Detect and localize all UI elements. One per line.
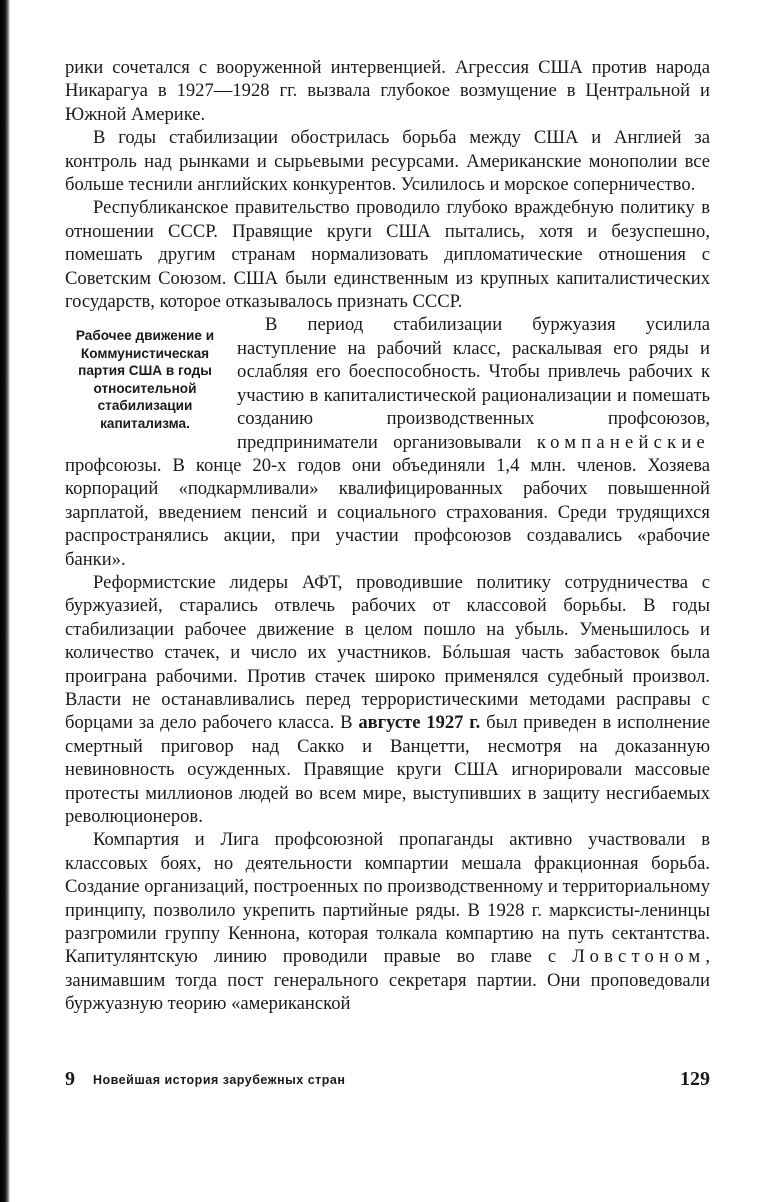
paragraph-5-text-b: был приведен в исполнение смертный приговор над Сакко и Ванцетти, несмотря на доказанную невиновность осужденных. Правящие круги США игнорировали массовые протесты миллионов людей во всем мире, выступивших в защиту несгибаемых революционеров.: [65, 712, 710, 827]
signature-mark: 9: [65, 1068, 75, 1090]
page-number: 129: [680, 1068, 710, 1090]
page-body: [65, 56, 710, 1016]
margin-sidenote: Рабочее движение и Коммунистическая партия США в годы относительной стабилизации капитализма.: [75, 328, 215, 431]
paragraph-6: [65, 828, 710, 1015]
spaced-term-company-unions: компанейские: [536, 431, 710, 453]
binding-edge: [0, 0, 10, 1202]
paragraph-4-text-b: профсоюзы. В конце 20-х годов они объединяли 1,4 млн. членов. Хозяева корпораций «подкармливали» квалифицированных рабочих повышенной зарплатой, введением пенсий и социального страхования. Среди трудящихся распространялись акции, при участии профсоюзов создавались «рабочие банки».: [65, 454, 710, 570]
spaced-name-lovestone: Ловстоном: [572, 946, 706, 968]
paragraph-6-text-b: , занимавшим тогда пост генерального секретаря партии. Они проповедовали буржуазную теорию «американской: [65, 946, 710, 1015]
book-title: Новейшая история зарубежных стран: [93, 1073, 346, 1087]
paragraph-5-text-a: Реформистские лидеры АФТ, проводившие политику сотрудничества с буржуазией, старались отвлечь рабочих от классовой борьбы. В годы стабилизации рабочее движение в целом пошло на убыль. Уменьшилось и количество стачек, и число их участников. Бóльшая часть забастовок была проиграна рабочими. Против стачек широко применялся судебный произвол. Власти не останавливались перед террористическими методами расправы с борцами за дело рабочего класса. В: [65, 571, 710, 734]
paragraph-5: [65, 571, 710, 828]
paragraph-3: Республиканское правительство проводило глубоко враждебную политику в отношении СССР. Правящие круги США пытались, хотя и безуспешно, помешать другим странам нормализовать дипломатические отношения с Советским Союзом. США были единственным из крупных капиталистических государств, которое отказывалось признать СССР.: [65, 197, 710, 313]
paragraph-2: В годы стабилизации обострилась борьба между США и Англией за контроль над рынками и сырьевыми ресурсами. Американские монополии все больше теснили английских конкурентов. Усилилось и морское соперничество.: [65, 127, 710, 196]
bold-date: августе 1927 г.: [358, 712, 481, 734]
paragraph-1: рики сочетался с вооруженной интервенцией. Агрессия США против народа Никарагуа в 1927—1928 гг. вызвала глубокое возмущение в Центральной и Южной Америке.: [65, 57, 710, 125]
page-footer: [65, 1068, 710, 1098]
paragraph-4-text-a: В период стабилизации буржуазия усилила наступление на рабочий класс, раскалывая его ряды и ослабляя его боеспособность. Чтобы привлечь рабочих к участию в капиталистической рационализации и помешать созданию производственных профсоюзов, предприниматели организовывали: [237, 314, 710, 453]
paragraph-6-text-a: Компартия и Лига профсоюзной пропаганды активно участвовали в классовых боях, но деятельности компартии мешала фракционная борьба. Создание организаций, построенных по производственному и территориальному принципу, позволило укрепить партийные ряды. В 1928 г. марксисты-ленинцы разгромили группу Кеннона, которая толкала компартию на путь сектантства. Капитулянтскую линию проводили правые во главе с: [65, 829, 710, 968]
